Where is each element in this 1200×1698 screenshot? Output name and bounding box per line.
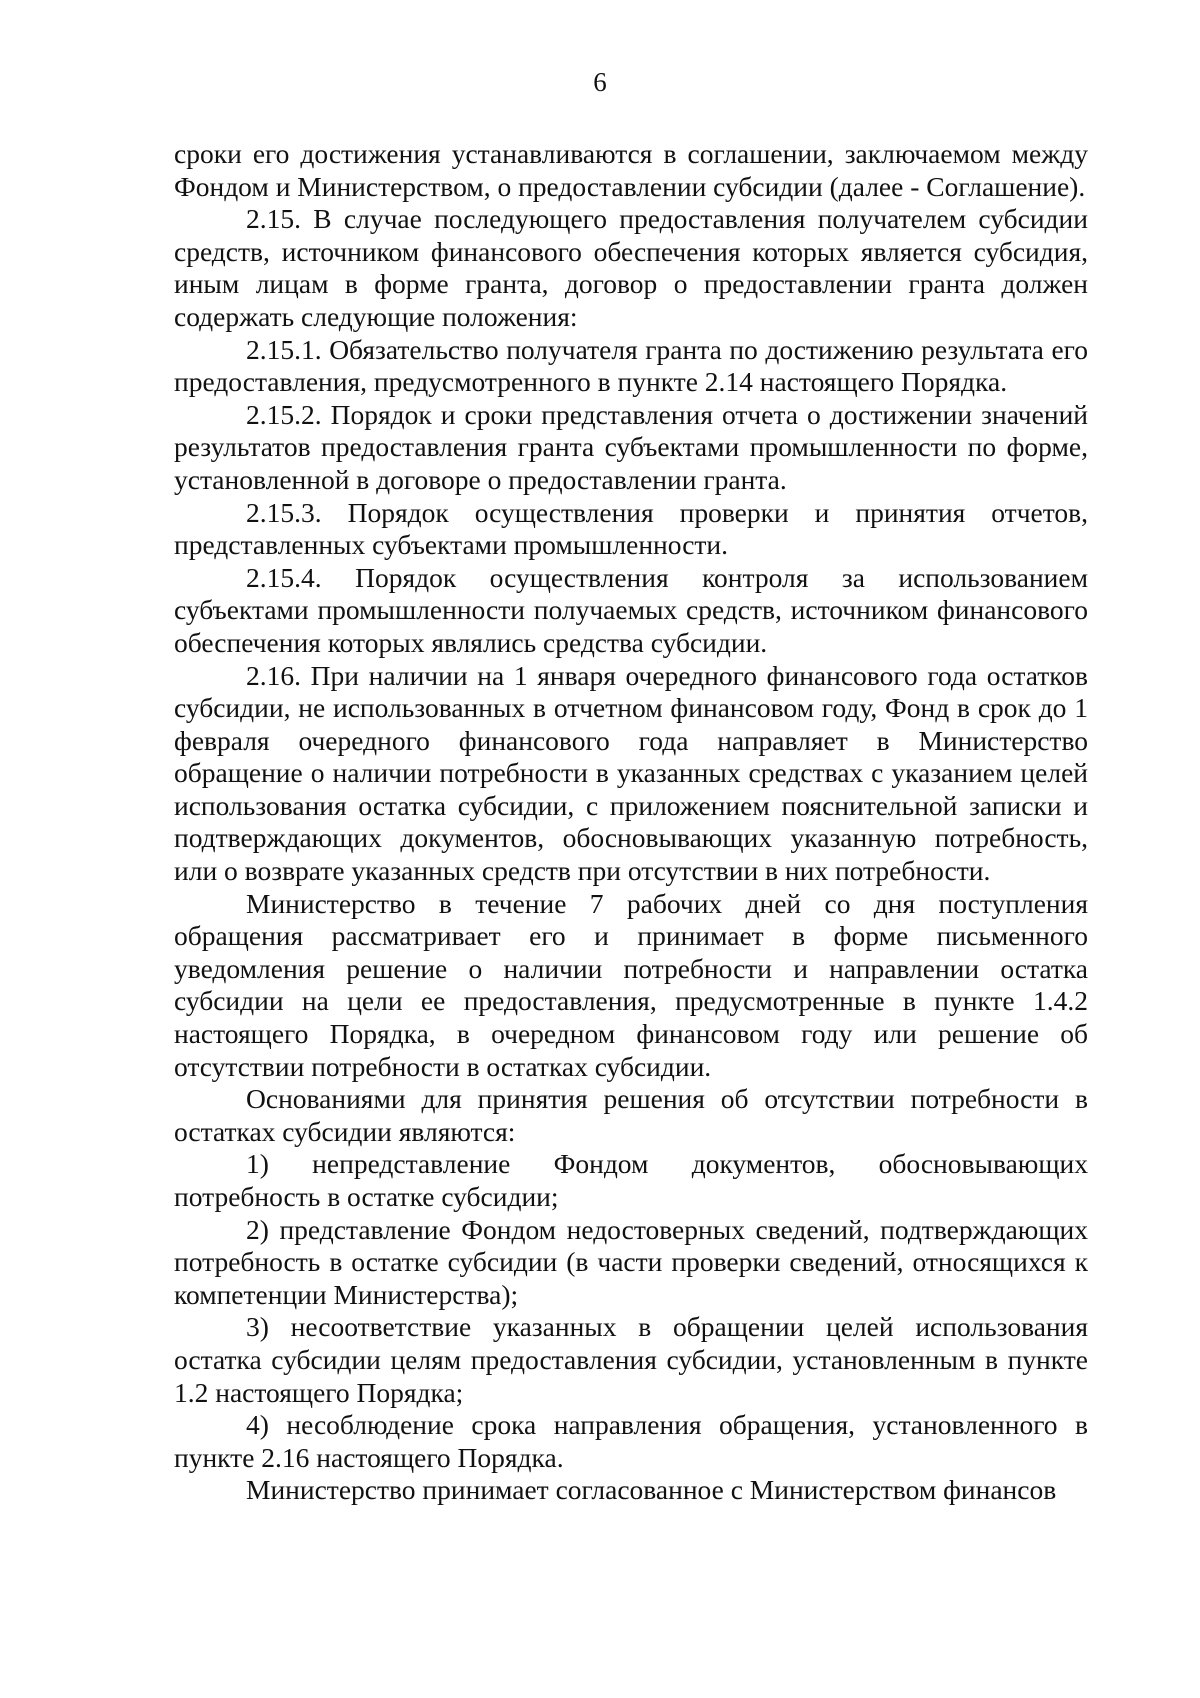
list-item-2: 2) представление Фондом недостоверных сведений, подтверждающих потребность в остатке субсидии (в части проверки сведений, относящихся к компетенции Министерства); [174, 1213, 1088, 1310]
paragraph-ministry-decision: Министерство принимает согласованное с Министерством финансов [246, 1474, 1057, 1506]
paragraph-2-15-1: 2.15.1. Обязательство получателя гранта по достижению результата его предоставления, предусмотренного в пункте 2.14 настоящего Порядка. [174, 333, 1088, 398]
paragraph-continuation: сроки его достижения устанавливаются в соглашении, заключаемом между Фондом и Министерством, о предоставлении субсидии (далее - Соглашение). [174, 138, 1088, 202]
page-number: 6 [593, 67, 607, 97]
list-item-4: 4) несоблюдение срока направления обращения, установленного в пункте 2.16 настоящего Порядка. [174, 1409, 1088, 1473]
paragraph-grounds: Основаниями для принятия решения об отсутствии потребности в остатках субсидии являются: [174, 1083, 1088, 1147]
paragraph-2-15: 2.15. В случае последующего предоставления получателем субсидии средств, источником финансового обеспечения которых является субсидия, иным лицам в форме гранта, договор о предоставлении гранта должен содержать следующие положения: [174, 203, 1088, 332]
paragraph-2-15-2: 2.15.2. Порядок и сроки представления отчета о достижении значений результатов предоставления гранта субъектами промышленности по форме, установленной в договоре о предоставлении гранта. [174, 398, 1088, 495]
list-item-3: 3) несоответствие указанных в обращении целей использования остатка субсидии целям предоставления субсидии, установленным в пункте 1.2 настоящего Порядка; [174, 1311, 1088, 1408]
paragraph-ministry-review: Министерство в течение 7 рабочих дней со дня поступления обращения рассматривает его и принимает в форме письменного уведомления решение о наличии потребности и направлении остатка субсидии на цели ее предоставления, предусмотренные в пункте 1.4.2 настоящего Порядка, в очередном финансовом году или решение об отсутствии потребности в остатках субсидии. [174, 887, 1088, 1082]
paragraph-2-15-4: 2.15.4. Порядок осуществления контроля за использованием субъектами промышленности получаемых средств, источником финансового обеспечения которых являлись средства субсидии. [174, 561, 1088, 658]
paragraph-2-15-3: 2.15.3. Порядок осуществления проверки и принятия отчетов, представленных субъектами промышленности. [174, 496, 1088, 561]
list-item-1: 1) непредставление Фондом документов, обосновывающих потребность в остатке субсидии; [174, 1148, 1088, 1212]
document-body [174, 138, 1088, 1507]
paragraph-2-16: 2.16. При наличии на 1 января очередного финансового года остатков субсидии, не использованных в отчетном финансовом году, Фонд в срок до 1 февраля очередного финансового года направляет в Министерство обращение о наличии потребности в указанных средствах с указанием целей использования остатка субсидии, с приложением пояснительной записки и подтверждающих документов, обосновывающих указанную потребность, или о возврате указанных средств при отсутствии в них потребности. [174, 659, 1088, 887]
